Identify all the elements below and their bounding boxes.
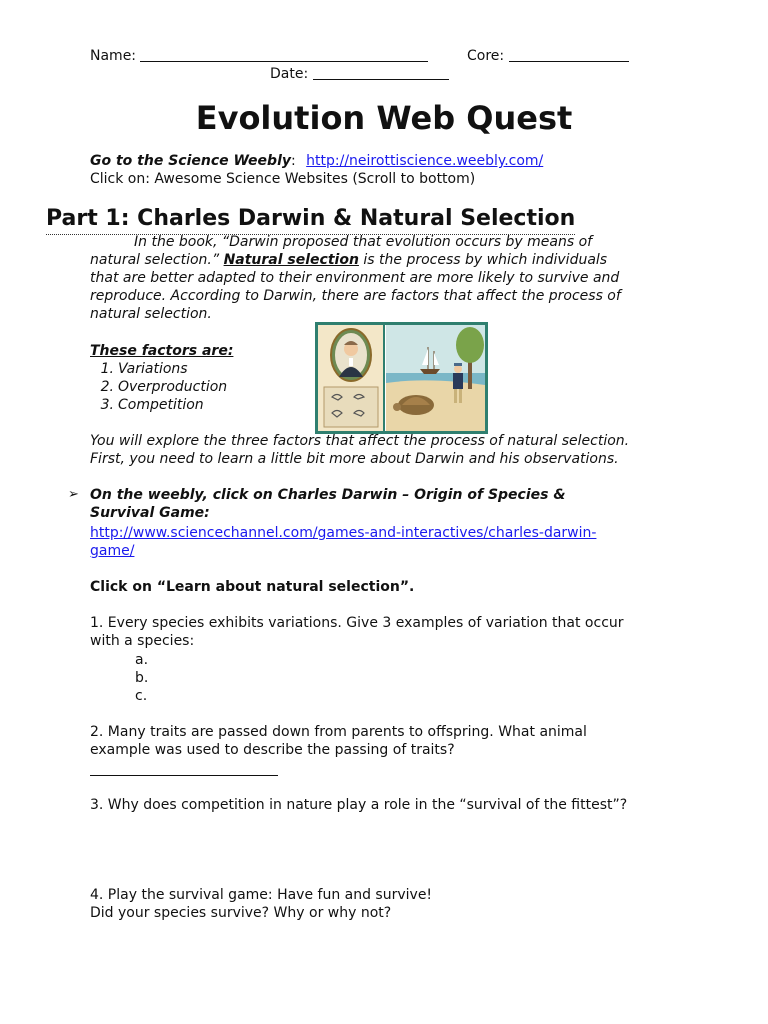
factor-text: Competition (118, 397, 204, 413)
para-line-1: In the book, “Darwin proposed that evolution occurs by means of (134, 234, 593, 250)
factor-text: Variations (118, 361, 188, 377)
question-1-line-2: with a species: (90, 633, 195, 649)
goto-colon: : (291, 153, 296, 169)
factor-num: 3. (100, 397, 114, 413)
factor-num: 2. (100, 379, 114, 395)
weebly-link[interactable]: http://neirottiscience.weebly.com/ (306, 153, 544, 169)
para-line-2 (90, 251, 607, 269)
part1-heading: Part 1: Charles Darwin & Natural Selection (46, 204, 575, 235)
para-line-3: that are better adapted to their environment are more likely to survive and (90, 270, 620, 286)
date-blank[interactable] (313, 65, 449, 80)
name-label: Name: (90, 48, 137, 64)
answer-c-label: c. (135, 688, 148, 704)
date-label: Date: (270, 66, 309, 82)
darwin-illustration (315, 322, 488, 434)
core-row (467, 47, 629, 65)
para-line-2a: natural selection.” (90, 252, 224, 268)
page-title: Evolution Web Quest (195, 99, 573, 137)
para-line-4: reproduce. According to Darwin, there are factors that affect the process of (90, 288, 621, 304)
factor-text: Overproduction (118, 379, 228, 395)
name-row (90, 47, 428, 65)
date-row (270, 65, 449, 83)
answer-b-label: b. (135, 670, 149, 686)
question-2-line-1: 2. Many traits are passed down from parents to offspring. What animal (90, 724, 587, 740)
explore-line-2: First, you need to learn a little bit more about Darwin and his observations. (90, 451, 619, 467)
question-3: 3. Why does competition in nature play a role in the “survival of the fittest”? (90, 797, 628, 813)
core-blank[interactable] (509, 47, 629, 62)
answer-a-label: a. (135, 652, 149, 668)
factor-num: 1. (100, 361, 114, 377)
natural-selection-term: Natural selection (223, 252, 359, 268)
explore-line-1: You will explore the three factors that affect the process of natural selection. (90, 433, 630, 449)
question-4-line-2: Did your species survive? Why or why not? (90, 905, 392, 921)
question-2-answer-line[interactable] (90, 775, 278, 776)
question-2-line-2: example was used to describe the passing of traits? (90, 742, 455, 758)
name-blank[interactable] (140, 47, 428, 62)
question-1-line-1: 1. Every species exhibits variations. Give 3 examples of variation that occur (90, 615, 624, 631)
question-4-line-1: 4. Play the survival game: Have fun and survive! (90, 887, 433, 903)
para-line-2b: is the process by which individuals (358, 252, 608, 268)
learn-click-instruction: Click on “Learn about natural selection”. (90, 579, 415, 595)
factor-item-3 (70, 396, 204, 414)
darwin-scene-icon (318, 325, 485, 431)
goto-weebly (90, 152, 543, 170)
factor-item-2 (70, 378, 227, 396)
factors-heading: These factors are: (90, 343, 234, 359)
game-link-line-2[interactable]: game/ (90, 543, 135, 559)
para-line-5: natural selection. (90, 306, 212, 322)
game-link-line-1[interactable]: http://www.sciencechannel.com/games-and-interactives/charles-darwin- (90, 525, 597, 541)
weebly-instruction-line-2: Survival Game: (90, 505, 210, 521)
arrow-bullet-icon: ➢ (68, 487, 79, 502)
core-label: Core: (467, 48, 505, 64)
weebly-instruction-line-1: On the weebly, click on Charles Darwin – Origin of Species & (90, 487, 566, 503)
goto-label: Go to the Science Weebly (90, 153, 291, 169)
factor-item-1 (70, 360, 188, 378)
click-on-instruction: Click on: Awesome Science Websites (Scroll to bottom) (90, 171, 476, 187)
